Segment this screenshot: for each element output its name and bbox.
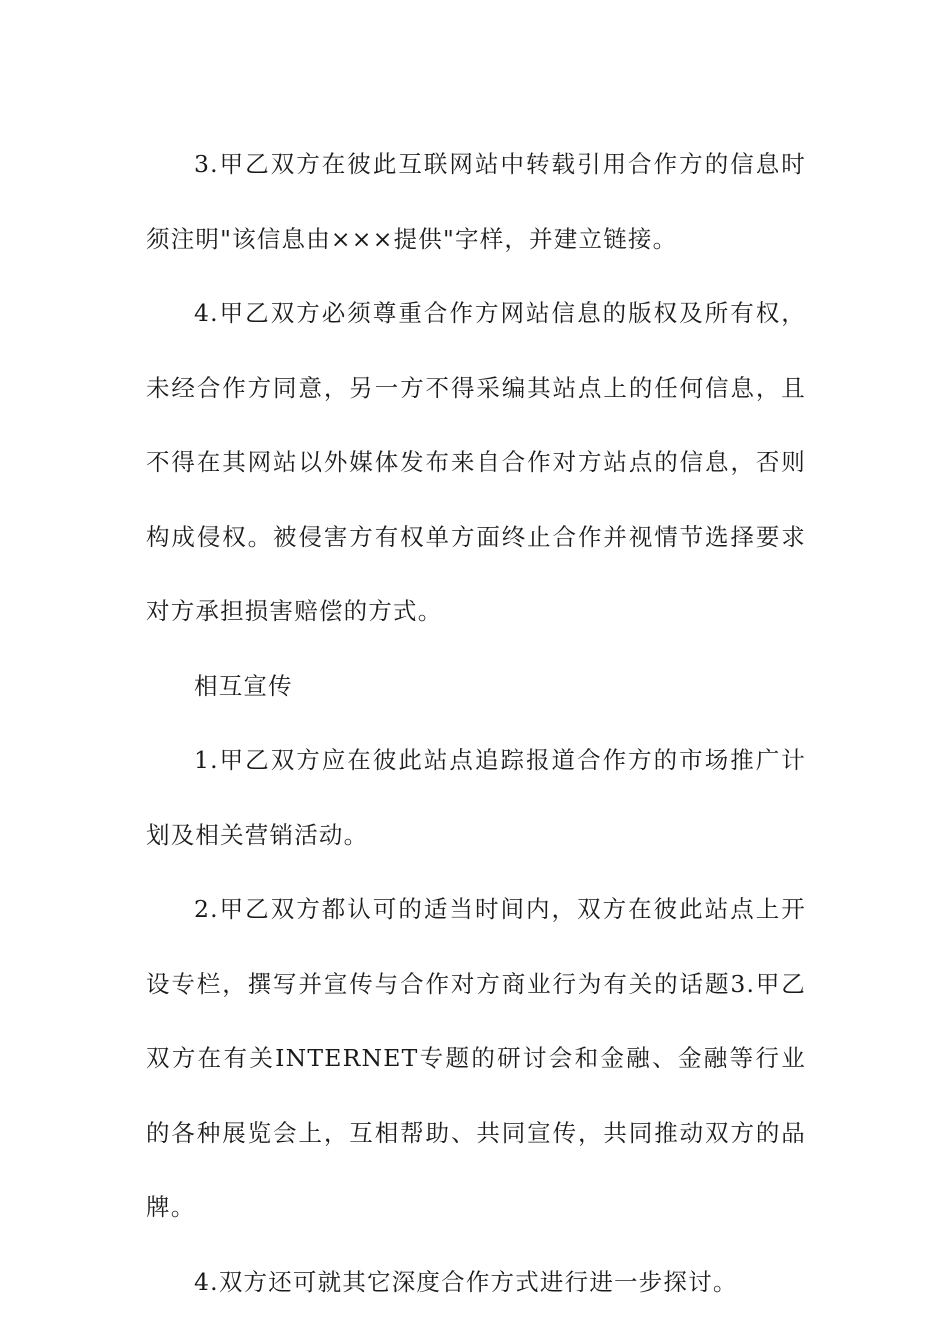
paragraph-attribution-clause: 3.甲乙双方在彼此互联网站中转载引用合作方的信息时须注明"该信息由×××提供"字样，并建立链接。 xyxy=(146,150,806,253)
paragraph-promotion-item-1: 1.甲乙双方应在彼此站点追踪报道合作方的市场推广计划及相关营销活动。 xyxy=(146,746,806,849)
document-body xyxy=(146,127,806,1319)
paragraph-copyright-clause: 4.甲乙双方必须尊重合作方网站信息的版权及所有权，未经合作方同意，另一方不得采编其站点上的任何信息，且不得在其网站以外媒体发布来自合作对方站点的信息，否则构成侵权。被侵害方有权单方面终止合作并视情节选择要求对方承担损害赔偿的方式。 xyxy=(146,299,806,625)
paragraph-promotion-item-2-3: 2.甲乙双方都认可的适当时间内，双方在彼此站点上开设专栏，撰写并宣传与合作对方商业行为有关的话题3.甲乙双方在有关INTERNET专题的研讨会和金融、金融等行业的各种展览会上，互相帮助、共同宣传，共同推动双方的品牌。 xyxy=(146,895,806,1221)
section-heading-mutual-promotion: 相互宣传 xyxy=(194,671,293,700)
paragraph-promotion-item-4: 4.双方还可就其它深度合作方式进行进一步探讨。 xyxy=(194,1267,738,1296)
